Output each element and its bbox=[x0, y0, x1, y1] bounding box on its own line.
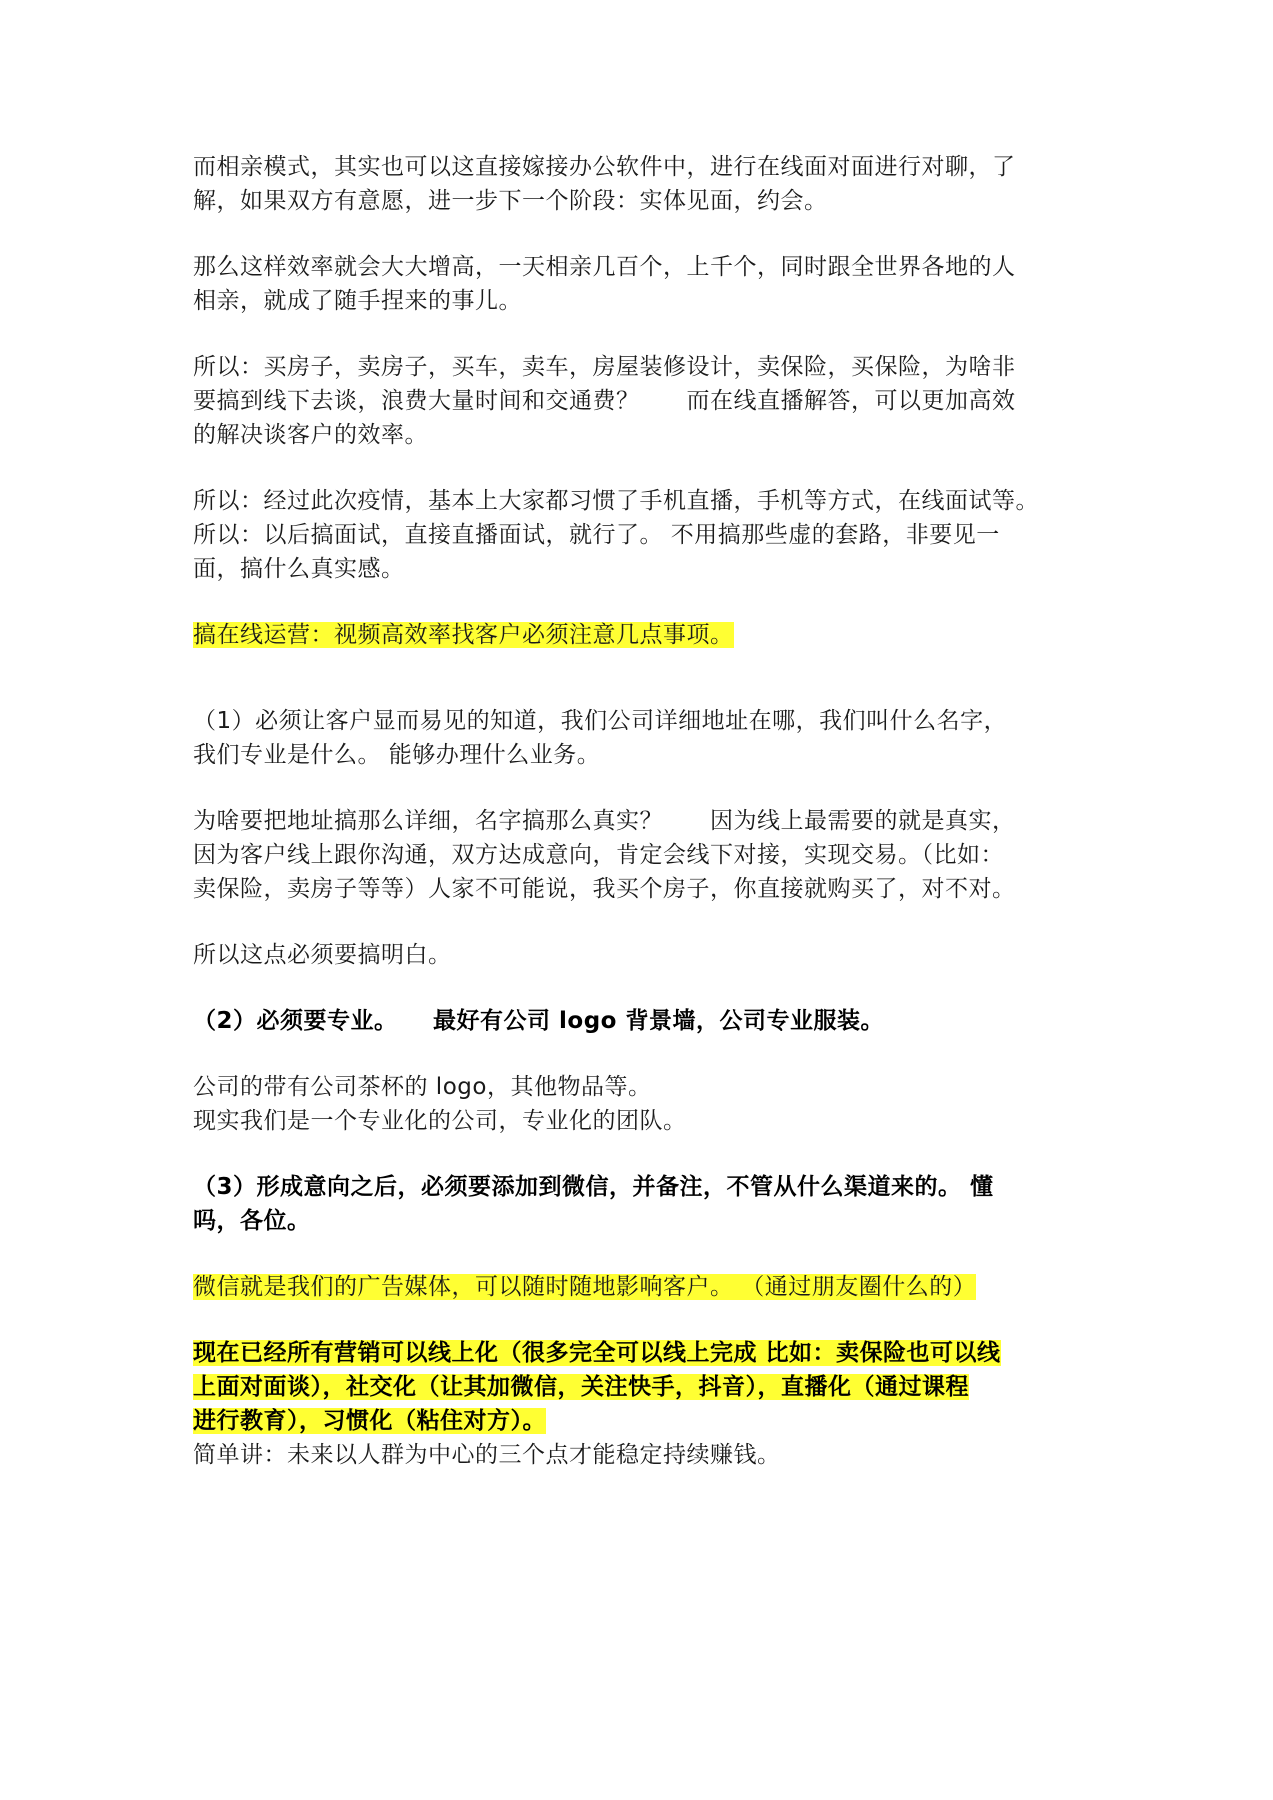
point-2-heading bbox=[193, 1004, 1093, 1038]
text-line: 相亲，就成了随手捏来的事儿。 bbox=[193, 288, 522, 314]
paragraph-why-real-address bbox=[193, 804, 1093, 906]
text-line: （2）必须要专业。 最好有公司 logo 背景墙，公司专业服装。 bbox=[193, 1008, 884, 1034]
point-3-heading bbox=[193, 1170, 1093, 1238]
text-line: 因为客户线上跟你沟通，双方达成意向，肯定会线下对接，实现交易。（比如： bbox=[193, 842, 1004, 868]
text-line: 现实我们是一个专业化的公司，专业化的团队。 bbox=[193, 1108, 687, 1134]
paragraph-logo-items bbox=[193, 1070, 1093, 1138]
text-line: 卖保险，卖房子等等）人家不可能说，我买个房子，你直接就购买了，对不对。 bbox=[193, 876, 1016, 902]
text-line: 简单讲：未来以人群为中心的三个点才能稳定持续赚钱。 bbox=[193, 1442, 781, 1468]
text-line: 解，如果双方有意愿，进一步下一个阶段：实体见面，约会。 bbox=[193, 188, 828, 214]
text-line: 而相亲模式，其实也可以这直接嫁接办公软件中，进行在线面对面进行对聊，了 bbox=[193, 154, 1016, 180]
text-line: 所以：买房子，卖房子，买车，卖车，房屋装修设计，卖保险，买保险，为啥非 bbox=[193, 354, 1016, 380]
text-line: 我们专业是什么。 能够办理什么业务。 bbox=[193, 742, 601, 768]
highlighted-heading-online-operation bbox=[193, 618, 1093, 652]
text-line: 所以：以后搞面试，直接直播面试，就行了。 不用搞那些虚的套路，非要见一 bbox=[193, 522, 1000, 548]
paragraph-efficiency bbox=[193, 250, 1093, 318]
paragraph-understand-this bbox=[193, 938, 1093, 972]
paragraph-online-deals bbox=[193, 350, 1093, 452]
highlighted-marketing-summary bbox=[193, 1336, 1093, 1438]
highlighted-text: 搞在线运营：视频高效率找客户必须注意几点事项。 bbox=[193, 622, 734, 648]
text-line: 所以这点必须要搞明白。 bbox=[193, 942, 452, 968]
text-line: 公司的带有公司茶杯的 logo，其他物品等。 bbox=[193, 1074, 652, 1100]
highlighted-text: 微信就是我们的广告媒体，可以随时随地影响客户。 （通过朋友圈什么的） bbox=[193, 1274, 977, 1300]
point-1-paragraph bbox=[193, 704, 1093, 772]
highlighted-text: 现在已经所有营销可以线上化（很多完全可以线上完成 比如：卖保险也可以线 bbox=[193, 1340, 1001, 1366]
text-line: 面，搞什么真实感。 bbox=[193, 556, 405, 582]
highlighted-wechat-media bbox=[193, 1270, 1093, 1304]
text-line: 所以：经过此次疫情，基本上大家都习惯了手机直播，手机等方式，在线面试等。 bbox=[193, 488, 1039, 514]
highlighted-text: 上面对面谈），社交化（让其加微信，关注快手，抖音），直播化（通过课程 bbox=[193, 1374, 969, 1400]
text-line: 要搞到线下去谈，浪费大量时间和交通费？ 而在线直播解答，可以更加高效 bbox=[193, 388, 1016, 414]
paragraph-blind-date-mode bbox=[193, 150, 1093, 218]
paragraph-pandemic-habits bbox=[193, 484, 1093, 586]
text-line: 的解决谈客户的效率。 bbox=[193, 422, 428, 448]
text-line: 吗，各位。 bbox=[193, 1208, 311, 1234]
text-line: 那么这样效率就会大大增高，一天相亲几百个，上千个，同时跟全世界各地的人 bbox=[193, 254, 1016, 280]
text-line: 为啥要把地址搞那么详细，名字搞那么真实？ 因为线上最需要的就是真实， bbox=[193, 808, 1016, 834]
highlighted-text: 进行教育），习惯化（粘住对方）。 bbox=[193, 1408, 546, 1434]
text-line: （3）形成意向之后，必须要添加到微信，并备注，不管从什么渠道来的。 懂 bbox=[193, 1174, 994, 1200]
document-body bbox=[193, 150, 1093, 1504]
text-line: （1）必须让客户显而易见的知道，我们公司详细地址在哪，我们叫什么名字， bbox=[193, 708, 1008, 734]
paragraph-conclusion bbox=[193, 1438, 1093, 1472]
